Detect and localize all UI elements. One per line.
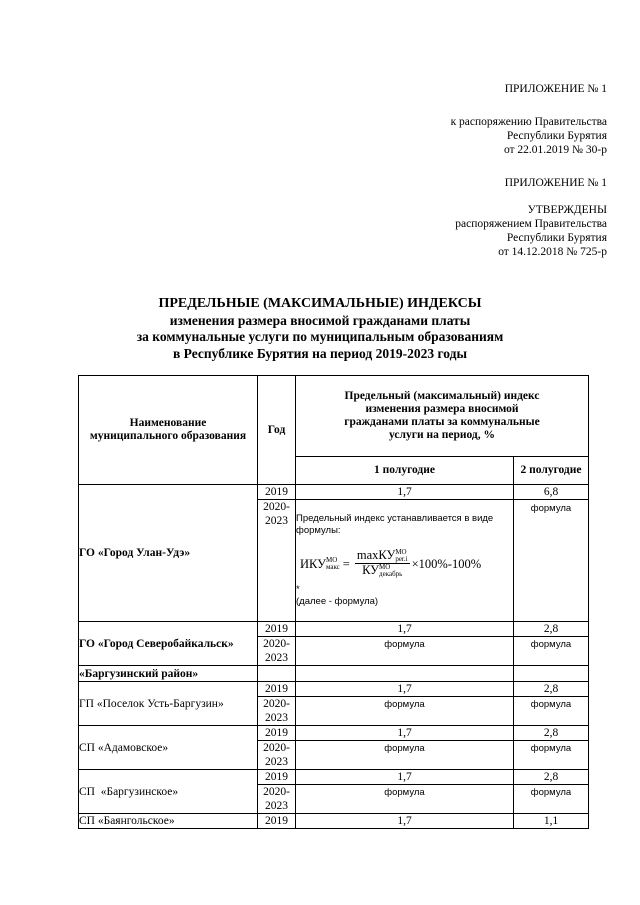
column-header-half-1: 1 полугодие xyxy=(296,457,514,485)
column-header-index: Предельный (максимальный) индекс изменения размера вносимой гражданами платы за коммунальные услуги на период, % xyxy=(296,376,589,457)
year-cell: 2019 xyxy=(258,622,296,637)
column-header-half-2: 2 полугодие xyxy=(514,457,589,485)
half2-formula: формула xyxy=(514,637,589,666)
table-row xyxy=(79,666,589,682)
half2-value: 6,8 xyxy=(514,485,589,500)
formula-lhs-sub: макс xyxy=(325,562,340,571)
formula-num-indices xyxy=(395,549,407,563)
formula-after-note: (далее - формула) xyxy=(296,596,379,608)
formula-den-indices xyxy=(379,564,402,578)
formula-num-text: maxКУ xyxy=(356,547,396,562)
municipality-name: СП «Баянгольское» xyxy=(79,814,258,829)
formula-den-sub: декабрь xyxy=(379,570,403,579)
column-header-year: Год xyxy=(258,376,296,485)
year-cell: 2019 xyxy=(258,770,296,785)
approval-line-1: распоряжением Правительства xyxy=(455,218,607,230)
table-header-row xyxy=(79,376,589,457)
appendix-title: ПРИЛОЖЕНИЕ № 1 xyxy=(504,83,607,95)
reference-line-1: к распоряжению Правительства xyxy=(450,116,607,128)
index-table xyxy=(78,375,589,829)
formula-denominator xyxy=(360,564,404,578)
half2-value: 2,8 xyxy=(514,770,589,785)
half2-formula: формула xyxy=(514,697,589,726)
formula-star: * xyxy=(296,584,300,596)
formula-num-sub: per.i xyxy=(395,555,408,563)
year-cell: 2020-2023 xyxy=(258,741,296,770)
formula-den-sup: МО xyxy=(379,563,391,572)
municipality-name: ГО «Город Улан-Удэ» xyxy=(79,485,258,622)
column-header-name: Наименование муниципального образования xyxy=(79,376,258,485)
table-row xyxy=(79,726,589,741)
half2-formula: формула xyxy=(514,500,589,622)
empty-cell xyxy=(514,666,589,682)
half1-formula: формула xyxy=(296,637,514,666)
table-row xyxy=(79,485,589,500)
half1-value: 1,7 xyxy=(296,814,514,829)
approval-line-2: Республики Бурятия xyxy=(506,232,607,244)
half2-value: 2,8 xyxy=(514,682,589,697)
document-title xyxy=(0,296,640,362)
formula-expression: ИКУ МО макс = maxКУ МО per.i КУ МО декабрь ×100%-100% xyxy=(300,547,482,579)
reference-line-2: Республики Бурятия xyxy=(506,130,607,142)
district-name: «Баргузинский район» xyxy=(79,666,258,682)
approved-label: УТВЕРЖДЕНЫ xyxy=(527,204,607,216)
year-cell: 2020-2023 xyxy=(258,637,296,666)
year-cell: 2020-2023 xyxy=(258,500,296,622)
municipality-name: ГП «Поселок Усть-Баргузин» xyxy=(79,682,258,726)
table-row xyxy=(79,622,589,637)
half2-value: 1,1 xyxy=(514,814,589,829)
half1-value: 1,7 xyxy=(296,770,514,785)
year-cell: 2019 xyxy=(258,485,296,500)
title-line-1: ПРЕДЕЛЬНЫЕ (МАКСИМАЛЬНЫЕ) ИНДЕКСЫ xyxy=(158,296,482,311)
half1-value: 1,7 xyxy=(296,726,514,741)
half1-formula: формула xyxy=(296,785,514,814)
half2-value: 2,8 xyxy=(514,726,589,741)
table-row xyxy=(79,770,589,785)
appendix-header-2 xyxy=(505,176,607,190)
appendix-title-2: ПРИЛОЖЕНИЕ № 1 xyxy=(504,177,607,189)
half1-value: 1,7 xyxy=(296,485,514,500)
formula-lhs: ИКУ xyxy=(300,556,326,571)
title-line-2: изменения размера вносимой гражданами платы xyxy=(169,312,471,328)
title-line-4: в Республике Бурятия на период 2019-2023 годы xyxy=(173,345,467,361)
empty-cell xyxy=(258,666,296,682)
year-cell: 2019 xyxy=(258,814,296,829)
half1-value: 1,7 xyxy=(296,622,514,637)
approval-block xyxy=(455,203,607,259)
year-cell: 2019 xyxy=(258,726,296,741)
appendix-reference-block xyxy=(451,115,607,157)
municipality-name: СП «Адамовское» xyxy=(79,726,258,770)
half2-value: 2,8 xyxy=(514,622,589,637)
title-line-3: за коммунальные услуги по муниципальным образованиям xyxy=(136,329,504,344)
year-cell: 2020-2023 xyxy=(258,785,296,814)
reference-line-3: от 22.01.2019 № 30-р xyxy=(503,144,607,156)
formula-lhs-sup: МО xyxy=(325,555,338,564)
formula-cell xyxy=(296,500,514,622)
half1-formula: формула xyxy=(296,741,514,770)
formula-tail: ×100%-100% xyxy=(411,556,482,571)
empty-cell xyxy=(296,666,514,682)
year-cell: 2019 xyxy=(258,682,296,697)
year-cell: 2020-2023 xyxy=(258,697,296,726)
half1-value: 1,7 xyxy=(296,682,514,697)
formula-note: Предельный индекс устанавливается в виде формулы: xyxy=(296,512,494,536)
table-row xyxy=(79,682,589,697)
municipality-name: ГО «Город Северобайкальск» xyxy=(79,622,258,666)
formula-fraction xyxy=(355,549,410,578)
formula-lhs-indices xyxy=(326,557,340,571)
table-row xyxy=(79,814,589,829)
formula-num-sup: МО xyxy=(395,548,407,556)
municipality-name: СП «Баргузинское» xyxy=(79,770,258,814)
half2-formula: формула xyxy=(514,785,589,814)
half1-formula: формула xyxy=(296,697,514,726)
half2-formula: формула xyxy=(514,741,589,770)
appendix-header-1 xyxy=(505,82,607,96)
formula-numerator xyxy=(355,549,410,564)
approval-line-3: от 14.12.2018 № 725-р xyxy=(498,246,607,258)
formula-den-text: КУ xyxy=(362,563,380,577)
